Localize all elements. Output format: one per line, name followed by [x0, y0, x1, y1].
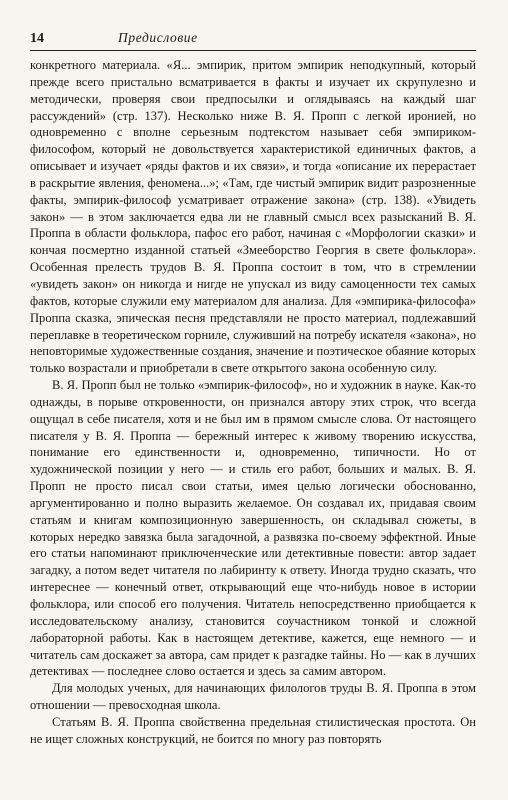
page-header: [30, 30, 476, 47]
page-number: 14: [30, 31, 44, 46]
body-text: [30, 57, 476, 748]
paragraph-continued: конкретного материала. «Я... эмпирик, притом эмпирик неподкупный, который прежде всего пристально всматривается в факты и изучает их скрупулезно и методически, проверяя свои предпосылки и оглядываясь на каждый шаг рассуждений» (стр. 137). Несколько ниже В. Я. Пропп с легкой иронией, но одновременно с вполне серьезным подтекстом называет себя эмпириком-философом, который не довольствуется характеристикой единичных фактов, а описывает и изучает «ряды фактов и их связи», и тогда «описание их перерастает в раскрытие явления, феномена...»; «Там, где чистый эмпирик видит разрозненные факты, эмпирик-философ усматривает отражение закона» (стр. 138). «Увидеть закон» — в этом заключается едва ли не главный смысл всех разысканий В. Я. Проппа в области фольклора, пафос его работ, начиная с «Морфологии сказки» и кончая посмертно изданной статьей «Змееборство Георгия в свете фольклора». Особенная прелесть трудов В. Я. Проппа состоит в том, что в стремлении «увидеть закон» он никогда и нигде не упускал из виду самоценности тех самых фактов, которые служили ему материалом для анализа. Для «эмпирика-философа» Проппа сказка, эпическая песня представляли не просто материал, подлежавший переплавке в теоретическом горниле, служивший на потребу искателя «закона», но неповторимые художественные создания, значение и поэтическое обаяние которых только возрастали и приобретали в свете открытого закона особенную силу.: [30, 58, 476, 376]
running-title: Предисловие: [118, 30, 198, 45]
paragraph: В. Я. Пропп был не только «эмпирик-философ», но и художник в науке. Как-то однажды, в порыве откровенности, он признался автору этих строк, что всегда ощущал в себе писателя, хотя и не был им в прямом смысле слова. От настоящего писателя у В. Я. Проппа — бережный интерес к живому творению искусства, понимание его единственности и, одновременно, типичности. Но от художнической позиции у него — и стиль его работ, больших и малых. В. Я. Пропп не просто писал свои статьи, имея целью логически обоснованно, аргументированно и полно выразить желаемое. Он создавал их, придавая своим статьям и книгам композиционную завершенность, он складывал сюжеты, в которых нередко завязка была загадочной, а развязка по-своему эффектной. Иные его статьи напоминают приключенческие или детективные повести: автор задает загадку, а потом ведет читателя по лабиринту к ответу. Иногда трудно сказать, что интереснее — конечный ответ, открывающий еще что-нибудь новое в истории фольклора, или способ его получения. Читатель непосредственно приобщается к исследовательскому анализу, становится соучастником тонкой и сложной лабораторной работы. Как в настоящем детективе, кажется, еще немного — и читатель сам доскажет за автора, сам придет к разгадке тайны. Но — как в лучших детективах — последнее слово остается и здесь за самим автором.: [30, 378, 476, 679]
header-rule: [30, 50, 476, 51]
paragraph: Для молодых ученых, для начинающих филологов труды В. Я. Проппа в этом отношении — превосходная школа.: [30, 681, 476, 713]
paragraph: Статьям В. Я. Проппа свойственна предельная стилистическая простота. Он не ищет сложных конструкций, не боится по многу раз повторять: [30, 714, 476, 746]
